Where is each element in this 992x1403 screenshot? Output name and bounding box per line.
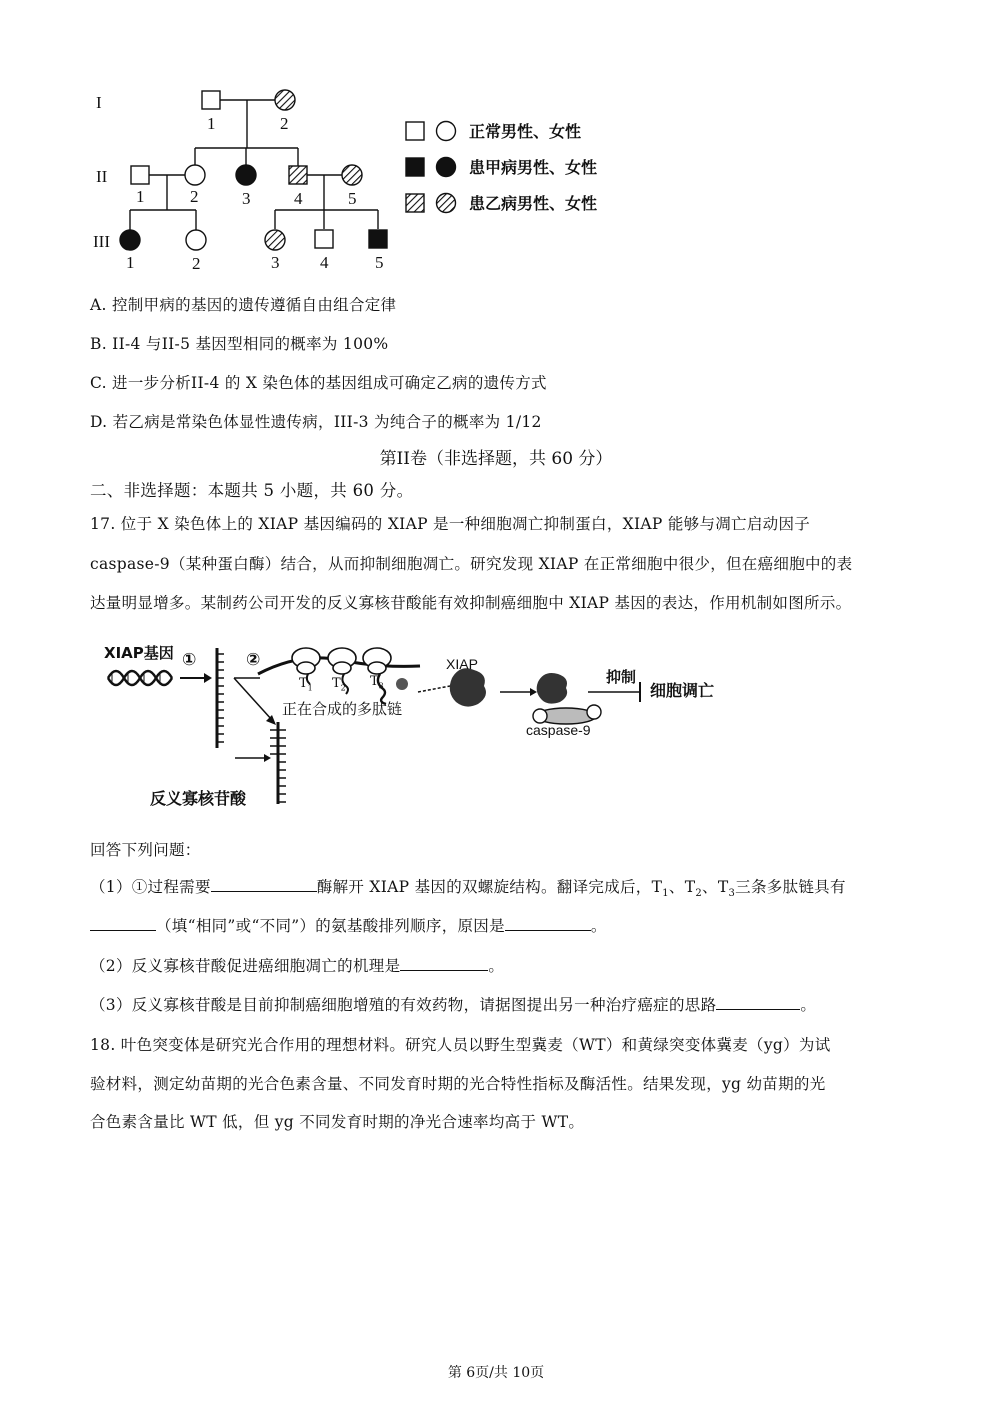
pedigree-I-1 [202, 91, 220, 109]
fig-gene-label: XIAP基因 [104, 644, 174, 662]
mechanism-figure [100, 630, 750, 820]
legend-disease-b-icon [405, 192, 461, 214]
fig-caspase-label: caspase-9 [526, 722, 591, 738]
option-b: B. II-4 与II-5 基因型相同的概率为 100% [90, 335, 389, 353]
num-III-2: 2 [192, 254, 201, 273]
gen-label-I: I [96, 93, 102, 112]
pedigree-III-3 [265, 230, 285, 250]
q17-part3: （3）反义寡核苷酸是目前抑制癌细胞增殖的有效药物，请据图提出另一种治疗癌症的思路 。 [90, 996, 817, 1014]
section-title: 第II卷（非选择题，共 60 分） [379, 449, 613, 469]
dna-helix-icon [108, 671, 172, 685]
num-II-3: 3 [242, 189, 251, 208]
legend-normal-icon [405, 120, 461, 142]
num-I-2: 2 [280, 114, 289, 133]
fig-antisense-label: 反义寡核苷酸 [150, 789, 247, 808]
pedigree-II-1 [131, 166, 149, 184]
q18-line1: 18. 叶色突变体是研究光合作用的理想材料。研究人员以野生型冀麦（WT）和黄绿突变体冀麦（yg）为试 [90, 1036, 831, 1054]
option-d: D. 若乙病是常染色体显性遗传病，III-3 为纯合子的概率为 1/12 [90, 413, 542, 431]
q17-part1-line1: （1）①过程需要 酶解开 XIAP 基因的双螺旋结构。翻译完成后，$T_1$、$T_2$、$T_3$三条多肽链具有 [90, 878, 846, 900]
pedigree-III-1 [120, 230, 140, 250]
fig-t2: $T_2$ [332, 676, 346, 693]
legend-normal [405, 119, 581, 142]
answer-blank-3[interactable] [505, 916, 591, 931]
q18-line2: 验材料，测定幼苗期的光合色素含量、不同发育时期的光合特性指标及酶活性。结果发现，yg 幼苗期的光 [90, 1075, 826, 1093]
num-III-1: 1 [126, 253, 135, 272]
q17-part1-line2: （填“相同”或“不同”）的氨基酸排列顺序，原因是 。 [90, 914, 607, 936]
fig-xiap-label: XIAP [446, 656, 478, 672]
num-III-4: 4 [320, 253, 329, 272]
option-a: A. 控制甲病的基因的遗传遵循自由组合定律 [90, 296, 397, 314]
legend-disease-a-icon [405, 156, 461, 178]
fig-step2: ② [246, 650, 261, 670]
section-subtitle: 二、非选择题：本题共 5 小题，共 60 分。 [90, 481, 414, 500]
pedigree-II-3 [236, 165, 256, 185]
num-II-1: 1 [136, 187, 145, 206]
legend-normal-label: 正常男性、女性 [469, 122, 582, 141]
num-II-4: 4 [294, 189, 303, 208]
answer-blank-1[interactable] [211, 877, 317, 892]
num-III-5: 5 [375, 253, 384, 272]
q17-prompt: 回答下列问题： [90, 841, 201, 859]
q17-line1: 17. 位于 X 染色体上的 XIAP 基因编码的 XIAP 是一种细胞凋亡抑制蛋白，XIAP 能够与凋亡启动因子 [90, 515, 811, 533]
legend-disease-a [405, 155, 597, 178]
num-II-5: 5 [348, 189, 357, 208]
answer-blank-4[interactable] [400, 956, 488, 971]
option-c: C. 进一步分析II-4 的 X 染色体的基因组成可确定乙病的遗传方式 [90, 374, 547, 392]
pedigree-I-2 [275, 90, 295, 110]
answer-blank-5[interactable] [716, 995, 800, 1010]
legend-disease-a-label: 患甲病男性、女性 [469, 158, 598, 177]
xiap-caspase-complex-icon [533, 673, 601, 724]
pedigree-II-5 [342, 165, 362, 185]
fig-t1: $T_1$ [299, 676, 313, 693]
num-I-1: 1 [207, 114, 216, 133]
q17-part2: （2）反义寡核苷酸促进癌细胞凋亡的机理是 。 [90, 957, 505, 975]
fig-step1: ① [182, 650, 197, 670]
fig-polypeptide-label: 正在合成的多肽链 [282, 700, 403, 718]
pedigree-chart [90, 85, 400, 275]
pedigree-II-4 [289, 166, 307, 184]
num-III-3: 3 [271, 253, 280, 272]
pedigree-II-2 [185, 165, 205, 185]
pedigree-III-2 [186, 230, 206, 250]
pedigree-III-5 [369, 230, 387, 248]
fig-inhibit-label: 抑制 [606, 668, 637, 686]
gen-label-III: III [93, 232, 110, 251]
q17-line2: caspase-9（某种蛋白酶）结合，从而抑制细胞凋亡。研究发现 XIAP 在正常细胞中很少，但在癌细胞中的表 [90, 555, 853, 573]
num-II-2: 2 [190, 187, 199, 206]
page-footer: 第 6页/共 10页 [447, 1365, 545, 1381]
legend-disease-b [405, 191, 597, 214]
gen-label-II: II [96, 167, 108, 186]
q18-line3: 合色素含量比 WT 低，但 yg 不同发育时期的净光合速率均高于 WT。 [90, 1113, 585, 1131]
legend-disease-b-label: 患乙病男性、女性 [469, 194, 598, 213]
fig-t3: $T_3$ [370, 674, 384, 691]
q17-line3: 达量明显增多。某制药公司开发的反义寡核苷酸能有效抑制癌细胞中 XIAP 基因的表达，作用机制如图所示。 [90, 594, 852, 612]
ribosome-icon [292, 648, 391, 674]
fig-apoptosis-label: 细胞调亡 [650, 681, 715, 700]
pedigree-III-4 [315, 230, 333, 248]
xiap-protein-icon [450, 668, 486, 706]
answer-blank-2[interactable] [90, 916, 156, 931]
